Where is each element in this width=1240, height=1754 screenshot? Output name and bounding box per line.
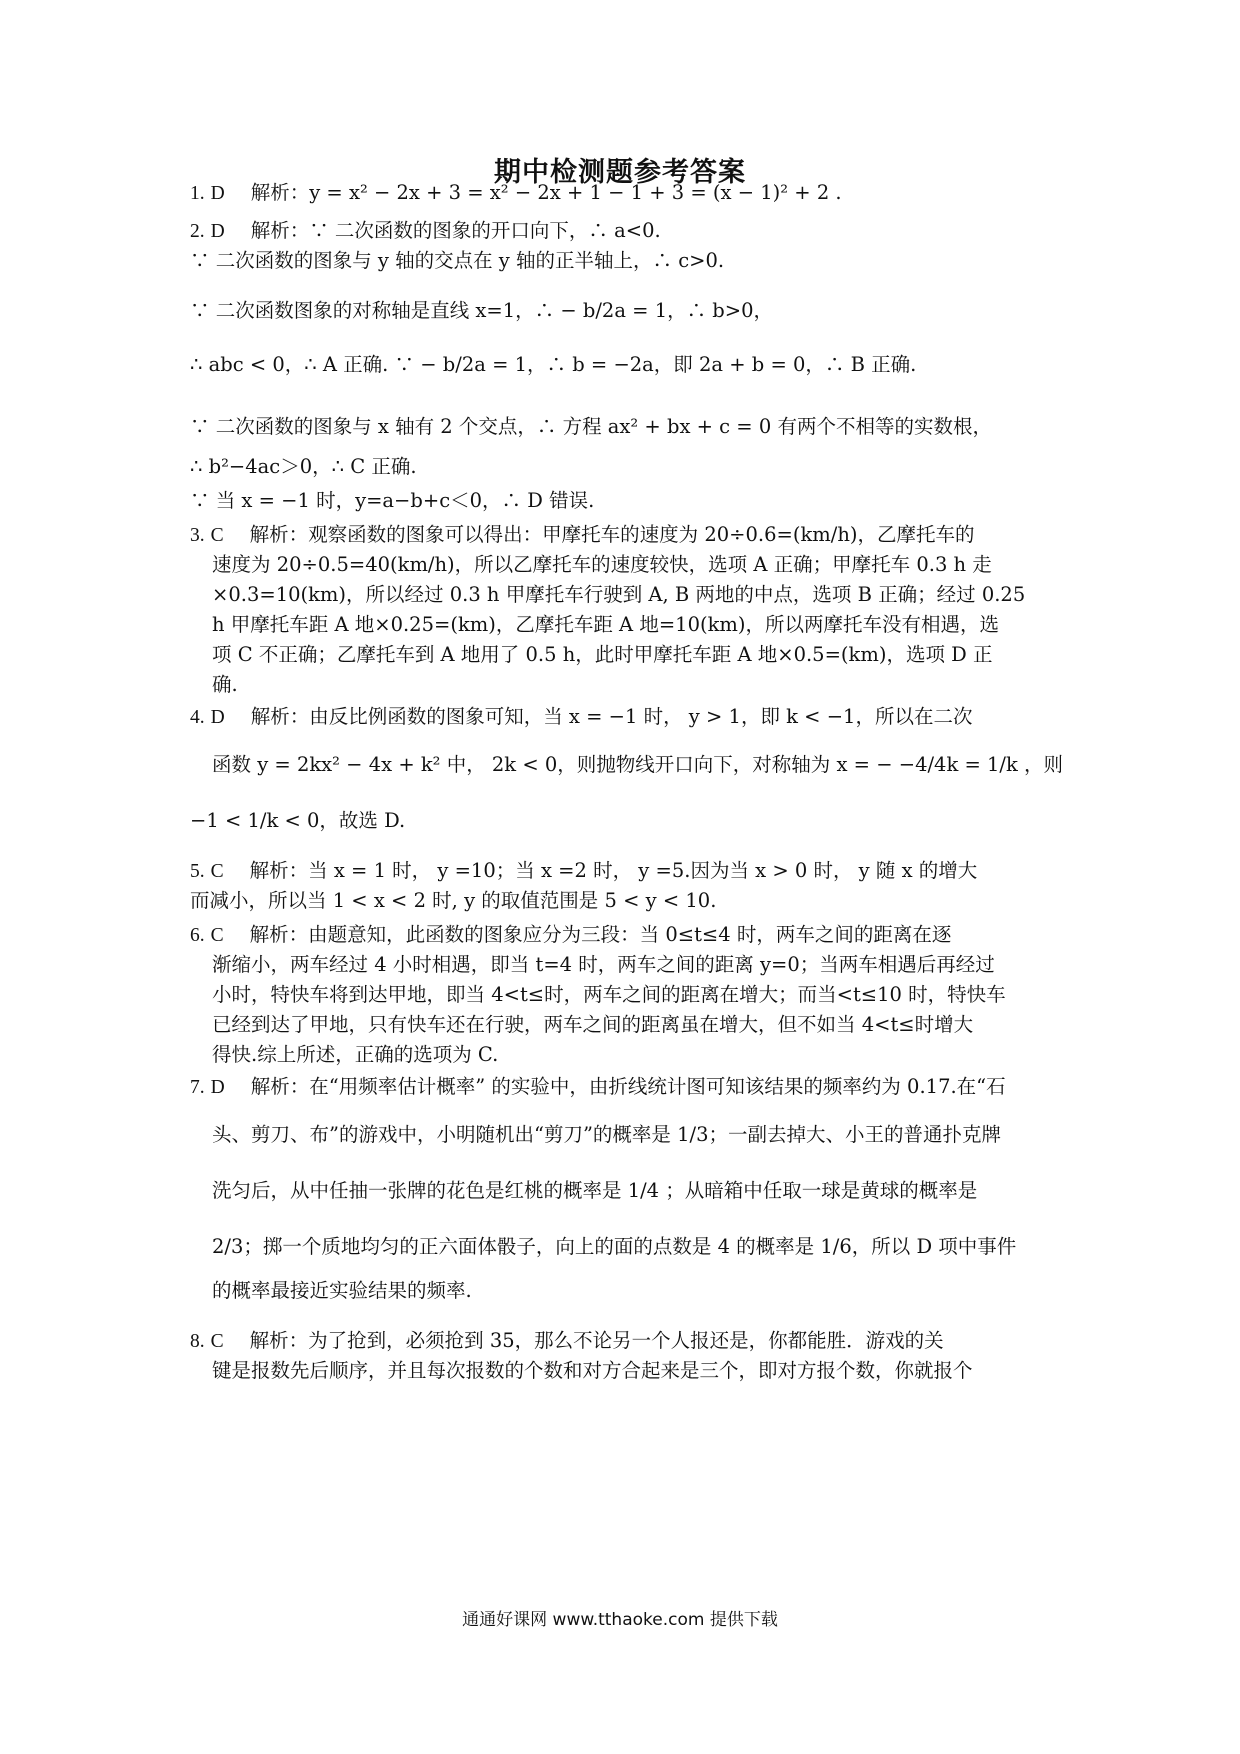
question-number: 1. xyxy=(190,183,205,204)
page-footer: 通通好课网 www.tthaoke.com 提供下载 xyxy=(462,1610,778,1630)
question-number: 7. xyxy=(190,1077,205,1098)
explanation-text: 解析：由题意知，此函数的图象应分为三段：当 0≤t≤4 时，两车之间的距离在逐 xyxy=(249,923,952,946)
answer-choice: C xyxy=(210,525,224,546)
answer-3-line-1 xyxy=(190,520,1060,551)
answer-6-line-2: 渐缩小，两车经过 4 小时相遇，即当 t=4 时，两车之间的距离 y=0；当两车相遇后再经过 xyxy=(212,953,995,976)
explanation-text: 解析：y = x² − 2x + 3 = x² − 2x + 1 − 1 + 3 = (x − 1)² + 2 . xyxy=(250,181,842,204)
answer-8-line-2: 键是报数先后顺序，并且每次报数的个数和对方合起来是三个，即对方报个数，你就报个 xyxy=(212,1359,973,1382)
answer-2-line-5: ∵ 二次函数的图象与 x 轴有 2 个交点，∴ 方程 ax² + bx + c = 0 有两个不相等的实数根， xyxy=(190,415,992,438)
answer-2-line-3: ∵ 二次函数图象的对称轴是直线 x=1，∴ − b/2a = 1，∴ b>0， xyxy=(190,299,774,322)
answer-choice: C xyxy=(210,861,224,882)
explanation-text: 解析：为了抢到，必须抢到 35，那么不论另一个人报还是，你都能胜．游戏的关 xyxy=(249,1329,944,1352)
question-number: 4. xyxy=(190,707,205,728)
question-number: 2. xyxy=(190,221,205,242)
explanation-text: 解析：∵ 二次函数的图象的开口向下，∴ a<0. xyxy=(250,219,661,242)
answer-choice: C xyxy=(210,925,224,946)
answer-7-line-4: 2/3；掷一个质地均匀的正六面体骰子，向上的面的点数是 4 的概率是 1/6，所以 D 项中事件 xyxy=(212,1235,1017,1258)
question-number: 8. xyxy=(190,1331,205,1352)
answer-7-line-1 xyxy=(190,1072,1060,1103)
explanation-text: 解析：当 x = 1 时， y =10；当 x =2 时， y =5.因为当 x > 0 时， y 随 x 的增大 xyxy=(249,859,978,882)
answer-6-line-1 xyxy=(190,920,1060,951)
explanation-text: 解析：观察函数的图象可以得出：甲摩托车的速度为 20÷0.6=(km/h)，乙摩托车的 xyxy=(249,523,975,546)
answer-6-line-4: 已经到达了甲地，只有快车还在行驶，两车之间的距离虽在增大，但不如当 4<t≤时增大 xyxy=(212,1013,974,1036)
answer-3-line-3: ×0.3=10(km)，所以经过 0.3 h 甲摩托车行驶到 A, B 两地的中点，选项 B 正确；经过 0.25 xyxy=(212,583,1026,606)
answer-choice: C xyxy=(210,1331,224,1352)
answer-2-line-6: ∴ b²−4ac＞0，∴ C 正确. xyxy=(190,455,417,478)
answer-choice: D xyxy=(210,707,225,728)
answer-choice: D xyxy=(210,183,225,204)
explanation-text: 解析：由反比例函数的图象可知，当 x = −1 时， y > 1，即 k < −1，所以在二次 xyxy=(250,705,973,728)
question-number: 3. xyxy=(190,525,205,546)
answer-2-line-4: ∴ abc < 0，∴ A 正确. ∵ − b/2a = 1，∴ b = −2a，即 2a + b = 0，∴ B 正确. xyxy=(190,353,917,376)
answer-2-line-1 xyxy=(190,216,1060,247)
answer-1-line-1 xyxy=(190,178,1060,209)
answer-2-line-7: ∵ 当 x = −1 时，y=a−b+c＜0，∴ D 错误. xyxy=(190,489,595,512)
answer-4-line-3: −1 < 1/k < 0，故选 D. xyxy=(190,809,406,832)
answer-3-line-6: 确. xyxy=(212,673,238,696)
answer-6-line-3: 小时，特快车将到达甲地，即当 4<t≤时，两车之间的距离在增大；而当<t≤10 时，特快车 xyxy=(212,983,1006,1006)
answer-7-line-5: 的概率最接近实验结果的频率. xyxy=(212,1279,472,1302)
explanation-text: 解析：在“用频率估计概率” 的实验中，由折线统计图可知该结果的频率约为 0.17.在“石 xyxy=(250,1075,1006,1098)
answer-choice: D xyxy=(210,1077,225,1098)
question-number: 5. xyxy=(190,861,205,882)
answer-3-line-5: 项 C 不正确；乙摩托车到 A 地用了 0.5 h，此时甲摩托车距 A 地×0.5=(km)，选项 D 正 xyxy=(212,643,993,666)
answer-3-line-4: h 甲摩托车距 A 地×0.25=(km)，乙摩托车距 A 地=10(km)，所以两摩托车没有相遇，选 xyxy=(212,613,1000,636)
answer-4-line-1 xyxy=(190,702,1060,733)
answer-5-line-1 xyxy=(190,856,1060,887)
answer-5-line-2: 而减小，所以当 1 < x < 2 时, y 的取值范围是 5 < y < 10. xyxy=(190,889,717,912)
answer-4-line-2: 函数 y = 2kx² − 4x + k² 中， 2k < 0，则抛物线开口向下，对称轴为 x = − −4/4k = 1/k ，则 xyxy=(212,753,1063,776)
answer-8-line-1 xyxy=(190,1326,1060,1357)
answer-2-line-2: ∵ 二次函数的图象与 y 轴的交点在 y 轴的正半轴上，∴ c>0. xyxy=(190,249,725,272)
answer-7-line-2: 头、剪刀、布”的游戏中，小明随机出“剪刀”的概率是 1/3；一副去掉大、小王的普通扑克牌 xyxy=(212,1123,1001,1146)
answer-7-line-3: 洗匀后，从中任抽一张牌的花色是红桃的概率是 1/4 ；从暗箱中任取一球是黄球的概率是 xyxy=(212,1179,978,1202)
question-number: 6. xyxy=(190,925,205,946)
answer-3-line-2: 速度为 20÷0.5=40(km/h)，所以乙摩托车的速度较快，选项 A 正确；甲摩托车 0.3 h 走 xyxy=(212,553,992,576)
answer-choice: D xyxy=(210,221,225,242)
answer-6-line-5: 得快.综上所述，正确的选项为 C. xyxy=(212,1043,499,1066)
page-title: 期中检测题参考答案 xyxy=(494,157,746,188)
